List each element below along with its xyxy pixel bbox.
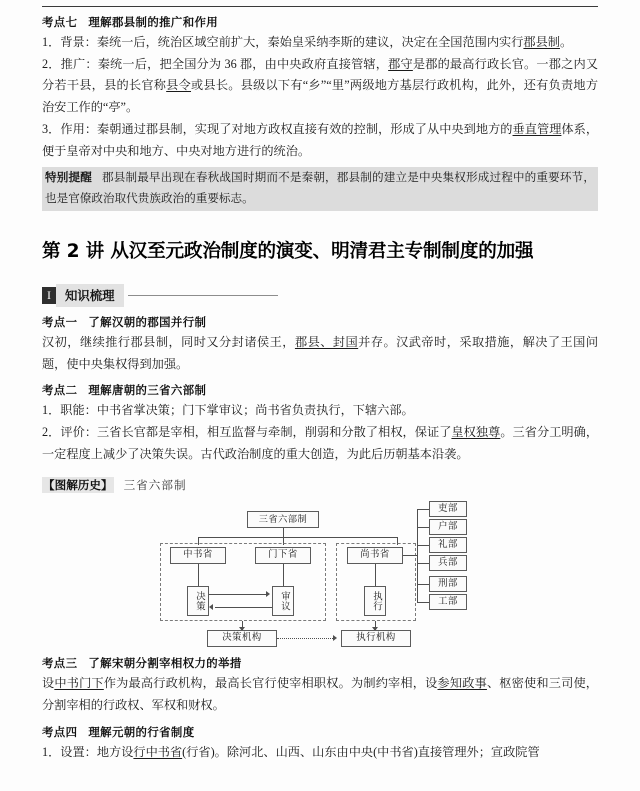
kaodian-4-item-1: 1．设置：地方设行中书省(行省)。除河北、山西、山东由中央(中书省)直接管理外；宣政院管 (42, 744, 540, 759)
item-text: ：秦统一后，统治区域空前扩大，秦始皇采纳李斯的建议，决定在全国范围内实行 (84, 35, 524, 49)
item-name: 推广 (60, 56, 86, 71)
diagram-root-box: 三省六部制 (247, 511, 319, 528)
section-label: 知识梳理 (56, 284, 124, 307)
body-text: 设 (42, 676, 55, 691)
item-text-tail: (行省)。除河北、山西、山东由中央(中书省)直接管理外；宣政院管 (182, 744, 540, 759)
diagram-line-juece-to-shenyi (209, 594, 266, 595)
diagram-line-menxia-to-shenyi (283, 564, 284, 586)
diagram-line-root-stem (283, 528, 284, 537)
body-text-tail: 并存。汉武帝时，采取措施，解决了王国问题，使中央集权得到加强。 (42, 334, 599, 371)
special-reminder-text: 郡县制最早出现在春秋战国时期而不是秦朝，郡县制的建立是中央集权形成过程中的重要环节，也是官僚政治取代贵族政治的重要标志。 (45, 171, 595, 205)
diagram-arrowhead-to-shenyi (266, 591, 270, 597)
kaodian-1-title: 了解汉朝的郡国并行制 (88, 316, 207, 329)
diagram-arrowhead-to-juece (209, 604, 213, 610)
diagram-box-gongbu: 工部 (429, 594, 467, 610)
item-text: ：秦朝通过郡县制，实现了对地方政权直接有效的控制，形成了从中央到地方的 (84, 121, 513, 136)
diagram-line-shangshu-to-zhixing (375, 564, 376, 586)
kaodian-2-item-2: 2．评价：三省长官都是宰相，相互监督与牵制，削弱和分散了相权，保证了皇权独尊。三省分工明确，一定程度上减少了决策失误。古代政治制度的重大创造，为此后历朝基本沿袭。 (42, 425, 599, 461)
item-num: 2 (42, 425, 49, 440)
item-text-mid: 是郡的最高行政长官。一郡之内又分若干县，县的长官称 (42, 56, 599, 93)
diagram-box-xingbu: 刑部 (429, 576, 467, 592)
kaodian-1-label: 考点一 (42, 316, 78, 329)
chapter-title: 第 2 讲 从汉至元政治制度的演变、明清君主专制制度的加强 (42, 240, 534, 262)
item-text-tail: 。三省分工明确，一定程度上减少了决策失误。古代政治制度的重大创造，为此后历朝基本沿袭。 (42, 425, 599, 461)
item-name: 设置 (60, 744, 85, 759)
illustrated-history-tag: 【图解历史】 (43, 479, 113, 493)
item-text: ：秦统一后，把全国分为 36 郡，由中央政府直接管辖， (85, 56, 389, 71)
kaodian-7-item-1: 1．背景：秦统一后，统治区域空前扩大，秦始皇采纳李斯的建议，决定在全国范围内实行郡县制。 (42, 35, 573, 49)
illustrated-history-title: 三省六部制 (123, 479, 187, 493)
item-num: 1 (42, 35, 49, 49)
kaodian-3-label: 考点三 (42, 658, 78, 671)
diagram-line-zhongshu-to-juece (198, 564, 199, 586)
item-keyword: 行中书省 (133, 744, 183, 759)
item-keyword: 皇权独尊 (451, 425, 501, 440)
kaodian-1-body (42, 332, 598, 375)
item-name: 评价 (60, 425, 85, 440)
kaodian-7-label: 考点七 (42, 17, 78, 29)
diagram-box-juece: 决策 (187, 586, 209, 616)
diagram-box-execution-organ: 执行机构 (341, 630, 411, 647)
diagram-box-zhongshusheng: 中书省 (170, 547, 226, 564)
item-text: ：中书省掌决策；门下掌审议；尚书省负责执行，下辖六部。 (84, 403, 414, 418)
diagram-box-decision-organ: 决策机构 (207, 630, 277, 647)
diagram-line-tick-libu (417, 509, 429, 510)
diagram-dotted-line-footers (277, 638, 333, 639)
diagram-box-shenyi: 审议 (272, 586, 294, 616)
diagram-line-shangshu-to-bracket (403, 555, 417, 556)
item-name: 职能 (60, 403, 85, 418)
kaodian-2-title: 理解唐朝的三省六部制 (88, 385, 207, 398)
item-keyword-2: 县令 (166, 78, 192, 93)
item-keyword: 郡守 (388, 56, 413, 71)
illustrated-history-heading (42, 477, 598, 493)
item-text-tail: 或县长。县级以下有“乡”“里”两级地方基层行政机构，此外，还有负责地方治安工作的“亭”。 (42, 78, 599, 115)
kaodian-3-body (42, 673, 598, 716)
diagram-box-zhixing: 执行 (364, 586, 386, 616)
special-reminder-title: 特别提醒 (45, 171, 92, 185)
kaodian-2-item-1: 1．职能：中书省掌决策；门下掌审议；尚书省负责执行，下辖六部。 (42, 403, 414, 418)
body-keyword: 郡县、封国 (294, 334, 359, 349)
kaodian-4-title: 理解元朝的行省制度 (88, 726, 195, 739)
kaodian-7-heading (42, 14, 598, 30)
diagram-line-tick-hubu (417, 527, 429, 528)
diagram-line-ministries-bracket (417, 509, 418, 602)
item-text-tail: 。 (559, 35, 573, 49)
diagram-box-menxiasheng: 门下省 (255, 547, 311, 564)
body-text-mid: 作为最高行政机构，最高长官行使宰相职权。为制约宰相，设 (103, 676, 438, 691)
item-text-tail: 体系，便于皇帝对中央和地方、中央对地方进行的统治。 (42, 121, 599, 158)
diagram-line-tick-gongbu (417, 602, 429, 603)
diagram-arrowhead-footers (333, 635, 337, 641)
kaodian-3-title: 了解宋朝分割宰相权力的举措 (88, 658, 242, 671)
section-rule (128, 295, 278, 296)
diagram-line-tick-libu2 (417, 545, 429, 546)
kaodian-7-item-2: 2．推广：秦统一后，把全国分为 36 郡，由中央政府直接管辖，郡守是郡的最高行政长官。一郡之内又分若干县，县的长官称县令或县长。县级以下有“乡”“里”两级地方基层行政机构，此外，还有负责地方治安工作的“亭”。 (42, 56, 599, 115)
body-text-tail: 、枢密使和三司使，分割宰相的行政权、军权和财权。 (42, 676, 598, 713)
kaodian-1-heading (42, 314, 598, 330)
diagram-box-libu: 吏部 (429, 501, 467, 517)
page-top-rule (42, 6, 598, 7)
item-num: 3 (42, 121, 49, 136)
item-name: 作用 (60, 121, 85, 136)
three-departments-six-ministries-diagram (42, 497, 602, 649)
section-banner-knowledge-review (42, 284, 598, 307)
item-num: 1 (42, 744, 49, 759)
kaodian-2-heading (42, 382, 598, 398)
diagram-box-hubu: 户部 (429, 519, 467, 535)
diagram-box-shangshusheng: 尚书省 (347, 547, 403, 564)
diagram-line-bus (198, 537, 397, 538)
special-reminder-box (42, 167, 598, 211)
kaodian-7-item-3: 3．作用：秦朝通过郡县制，实现了对地方政权直接有效的控制，形成了从中央到地方的垂直管理体系，便于皇帝对中央和地方、中央对地方进行的统治。 (42, 121, 599, 158)
diagram-line-tick-xingbu (417, 584, 429, 585)
kaodian-2-label: 考点二 (42, 385, 78, 398)
body-keyword: 中书门下 (54, 676, 104, 691)
section-badge: I (42, 287, 56, 304)
diagram-line-tick-bingbu (417, 563, 429, 564)
item-name: 背景 (60, 35, 85, 49)
kaodian-3-heading (42, 655, 598, 671)
kaodian-4-heading (42, 724, 598, 740)
body-text: 汉初，继续推行郡县制，同时又分封诸侯王， (42, 334, 295, 349)
diagram-box-bingbu: 兵部 (429, 555, 467, 571)
item-keyword: 郡县制 (523, 35, 560, 49)
kaodian-4-label: 考点四 (42, 726, 78, 739)
item-text: ：地方设 (84, 744, 134, 759)
item-num: 2 (42, 56, 49, 71)
item-text: ：三省长官都是宰相，相互监督与牵制，削弱和分散了相权，保证了 (84, 425, 452, 440)
kaodian-7-title: 理解郡县制的推广和作用 (88, 17, 219, 29)
diagram-line-shenyi-to-juece (215, 607, 272, 608)
diagram-box-libu-rites: 礼部 (429, 537, 467, 553)
item-keyword: 垂直管理 (512, 121, 562, 136)
body-keyword-2: 参知政事 (437, 676, 487, 691)
item-num: 1 (42, 403, 49, 418)
